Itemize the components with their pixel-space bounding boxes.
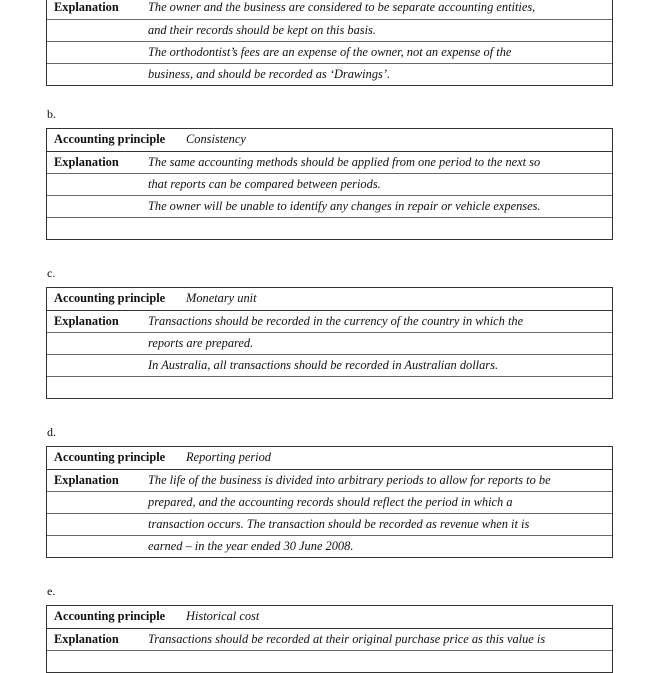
explanation-row	[47, 354, 612, 376]
explanation-row	[47, 19, 612, 41]
principle-value: Historical cost	[186, 609, 260, 623]
explanation-row	[47, 0, 612, 19]
section-d-table	[46, 446, 613, 558]
explanation-line: In Australia, all transactions should be recorded in Australian dollars.	[148, 358, 499, 372]
explanation-row	[47, 41, 612, 63]
principle-row	[47, 447, 612, 469]
explanation-line: that reports can be compared between periods.	[148, 177, 381, 191]
explanation-row	[47, 195, 612, 217]
explanation-label: Explanation	[54, 0, 119, 14]
explanation-row	[47, 469, 612, 491]
principle-label: Accounting principle	[54, 132, 166, 146]
explanation-row	[47, 513, 612, 535]
section-e-table	[46, 605, 613, 673]
explanation-row	[47, 63, 612, 85]
explanation-line: reports are prepared.	[148, 336, 254, 350]
section-c-table	[46, 287, 613, 399]
explanation-row	[47, 332, 612, 354]
explanation-line: Transactions should be recorded at their original purchase price as this value is	[148, 632, 546, 646]
explanation-line: The orthodontist’s fees are an expense of the owner, not an expense of the	[148, 45, 512, 59]
section-letter-e: e.	[47, 584, 56, 598]
principle-value: Reporting period	[186, 450, 272, 464]
explanation-row	[47, 217, 612, 239]
principle-row	[47, 606, 612, 628]
explanation-row	[47, 151, 612, 173]
principle-value: Consistency	[186, 132, 246, 146]
explanation-line: prepared, and the accounting records should reflect the period in which a	[148, 495, 513, 509]
principle-label: Accounting principle	[54, 609, 166, 623]
explanation-line: The owner and the business are considered to be separate accounting entities,	[148, 0, 536, 14]
explanation-row	[47, 376, 612, 398]
principle-value: Monetary unit	[186, 291, 257, 305]
explanation-label: Explanation	[54, 155, 119, 169]
principle-label: Accounting principle	[54, 450, 166, 464]
section-letter-c: c.	[47, 266, 56, 280]
explanation-line: and their records should be kept on this basis.	[148, 23, 376, 37]
explanation-line: The same accounting methods should be applied from one period to the next so	[148, 155, 541, 169]
explanation-line: The life of the business is divided into arbitrary periods to allow for reports to be	[148, 473, 551, 487]
explanation-label: Explanation	[54, 314, 119, 328]
explanation-row	[47, 173, 612, 195]
explanation-line: transaction occurs. The transaction should be recorded as revenue when it is	[148, 517, 530, 531]
explanation-label: Explanation	[54, 473, 119, 487]
explanation-label: Explanation	[54, 632, 119, 646]
section-letter-d: d.	[47, 425, 56, 439]
explanation-row	[47, 491, 612, 513]
explanation-line: business, and should be recorded as ‘Drawings’.	[148, 67, 391, 81]
explanation-row	[47, 310, 612, 332]
principle-label: Accounting principle	[54, 291, 166, 305]
explanation-row	[47, 650, 612, 672]
section-letter-b: b.	[47, 107, 56, 121]
principle-row	[47, 288, 612, 310]
principle-row	[47, 129, 612, 151]
section-a-table	[46, 0, 613, 86]
explanation-row	[47, 628, 612, 650]
section-b-table	[46, 128, 613, 240]
explanation-line: earned – in the year ended 30 June 2008.	[148, 539, 354, 553]
explanation-line: The owner will be unable to identify any changes in repair or vehicle expenses.	[148, 199, 541, 213]
explanation-row	[47, 535, 612, 557]
explanation-line: Transactions should be recorded in the currency of the country in which the	[148, 314, 524, 328]
